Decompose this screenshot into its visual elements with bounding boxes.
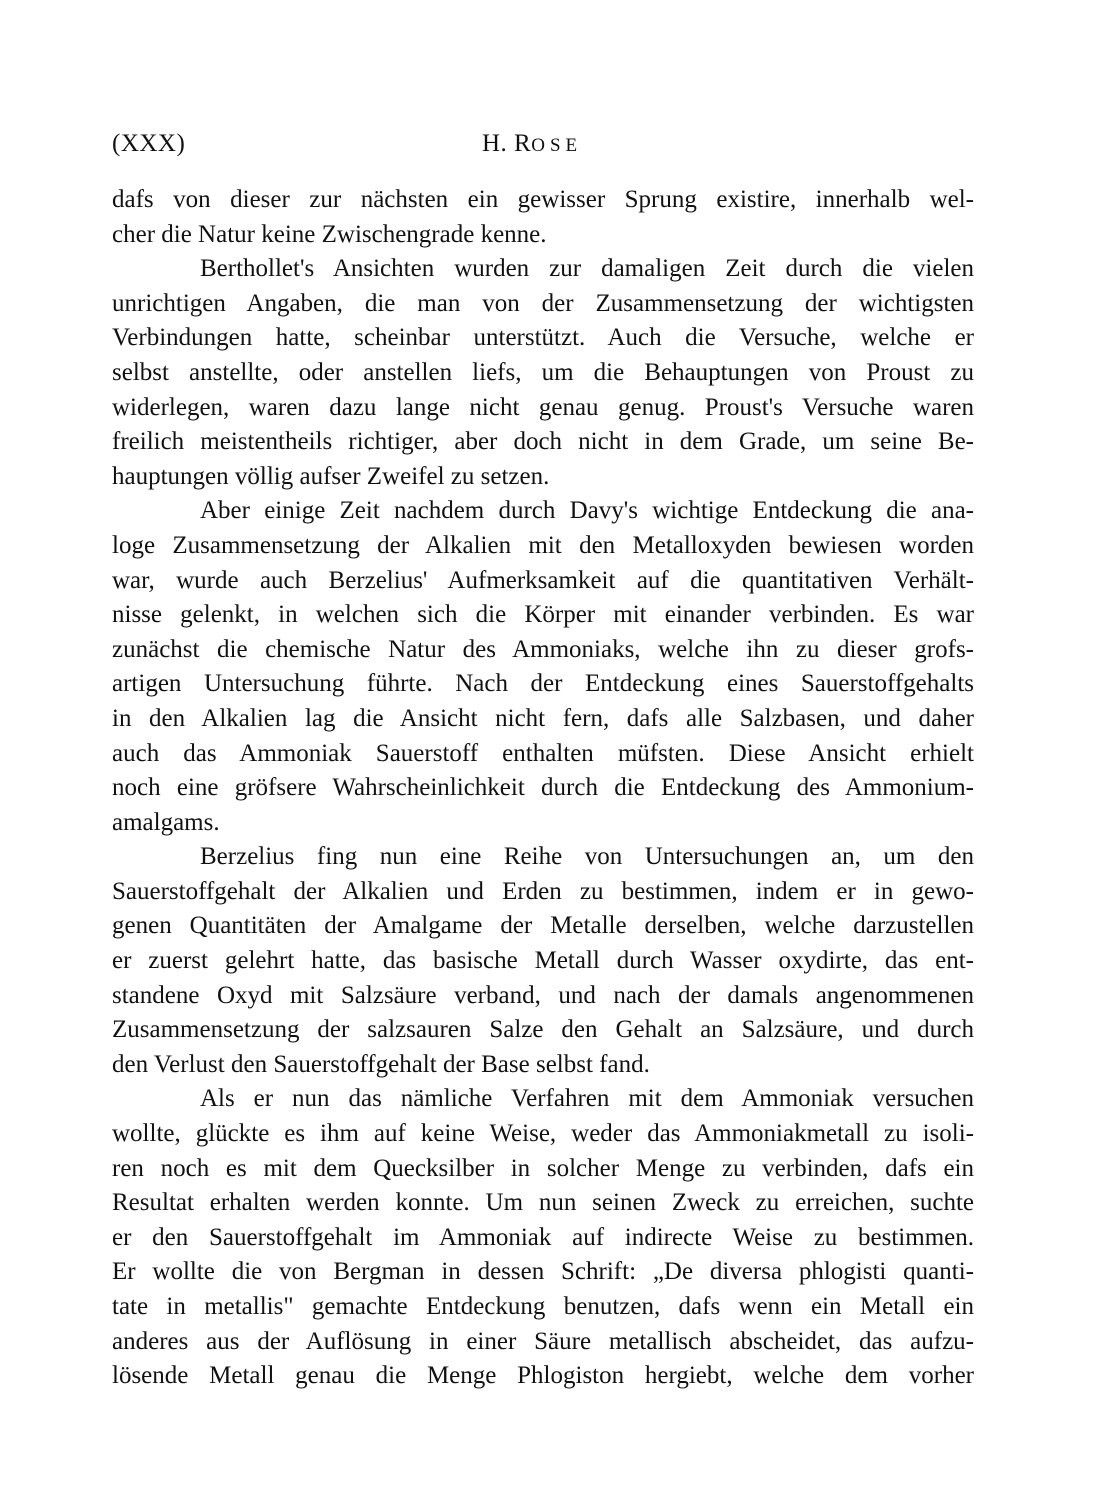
text-line: den Verlust den Sauerstoffgehalt der Base selbst fand. [112,1050,650,1078]
text-line: nisse gelenkt, in welchen sich die Körper mit einander verbinden. Es war [112,601,974,629]
paragraph [112,252,974,494]
text-line: dafs von dieser zur nächsten ein gewisser Sprung existire, innerhalb wel- [112,186,974,213]
text-line: cher die Natur keine Zwischengrade kenne. [112,220,547,248]
page-number: (XXX) [112,130,186,157]
text-line: standene Oxyd mit Salzsäure verband, und nach der damals angenommenen [112,981,974,1009]
paragraph [112,494,974,840]
paragraph [112,1082,974,1393]
text-line: unrichtigen Angaben, die man von der Zusammensetzung der wichtigsten [112,289,974,317]
text-line: tate in metallis" gemachte Entdeckung benutzen, dafs wenn ein Metall ein [112,1293,974,1320]
text-line: wollte, glückte es ihm auf keine Weise, weder das Ammoniakmetall zu isoli- [112,1120,974,1148]
text-line: widerlegen, waren dazu lange nicht genau genug. Proust's Versuche waren [112,393,974,421]
running-title-small-caps: OSE [531,135,583,156]
text-line: Berthollet's Ansichten wurden zur damaligen Zeit durch die vielen [200,255,974,283]
text-line: Sauerstoffgehalt der Alkalien und Erden zu bestimmen, indem er in gewo- [112,877,974,905]
text-line: er zuerst gelehrt hatte, das basische Metall durch Wasser oxydirte, das ent- [112,947,974,975]
text-line: Resultat erhalten werden konnte. Um nun seinen Zweck zu erreichen, suchte [112,1189,974,1217]
text-line: artigen Untersuchung führte. Nach der Entdeckung eines Sauerstoffgehalts [112,670,974,698]
body-text [112,183,974,1394]
text-line: Zusammensetzung der salzsauren Salze den Gehalt an Salzsäure, und durch [112,1016,974,1044]
text-line: ren noch es mit dem Quecksilber in solcher Menge zu verbinden, dafs ein [112,1154,974,1182]
text-line: noch eine gröfsere Wahrscheinlichkeit durch die Entdeckung des Ammonium- [112,774,974,802]
running-title-initial: H. R [482,130,532,157]
text-line: freilich meistentheils richtiger, aber doch nicht in dem Grade, um seine Be- [112,428,974,456]
paragraph [112,183,974,252]
text-line: Aber einige Zeit nachdem durch Davy's wichtige Entdeckung die ana- [200,497,974,525]
text-line: Er wollte die von Bergman in dessen Schrift: „De diversa phlogisti quanti- [112,1258,974,1286]
running-title [482,130,582,158]
text-line: Berzelius fing nun eine Reihe von Untersuchungen an, um den [200,843,974,871]
text-line: amalgams. [112,808,220,836]
paragraph [112,840,974,1082]
page-header [112,130,960,160]
text-line: loge Zusammensetzung der Alkalien mit den Metalloxyden bewiesen worden [112,531,974,559]
text-line: hauptungen völlig aufser Zweifel zu setzen. [112,462,550,490]
text-line: genen Quantitäten der Amalgame der Metalle derselben, welche darzustellen [112,912,974,940]
text-line: in den Alkalien lag die Ansicht nicht fern, dafs alle Salzbasen, und daher [112,704,974,732]
text-line: lösende Metall genau die Menge Phlogiston hergiebt, welche dem vorher [112,1362,974,1390]
text-line: Verbindungen hatte, scheinbar unterstützt. Auch die Versuche, welche er [112,324,974,352]
text-line: Als er nun das nämliche Verfahren mit dem Ammoniak versuchen [200,1085,974,1113]
text-line: selbst anstellte, oder anstellen liefs, um die Behauptungen von Proust zu [112,358,974,386]
text-line: zunächst die chemische Natur des Ammoniaks, welche ihn zu dieser grofs- [112,635,974,663]
text-line: er den Sauerstoffgehalt im Ammoniak auf indirecte Weise zu bestimmen. [112,1223,974,1251]
text-line: anderes aus der Auflösung in einer Säure metallisch abscheidet, das aufzu- [112,1327,974,1355]
text-line: auch das Ammoniak Sauerstoff enthalten müfsten. Diese Ansicht erhielt [112,739,974,767]
text-line: war, wurde auch Berzelius' Aufmerksamkeit auf die quantitativen Verhält- [112,566,974,594]
